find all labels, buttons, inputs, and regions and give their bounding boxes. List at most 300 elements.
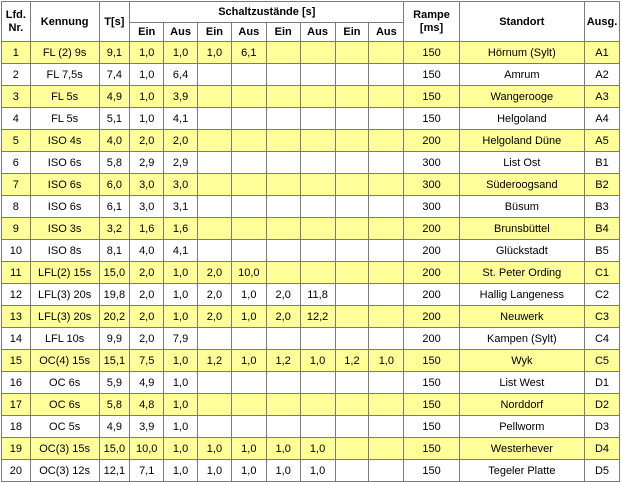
cell-t: 4,9: [99, 416, 130, 438]
cell-kennung: OC 6s: [30, 394, 99, 416]
cell-kennung: OC 5s: [30, 416, 99, 438]
cell-t: 12,1: [99, 460, 130, 482]
cell-ein-4: [335, 174, 369, 196]
cell-ausg: D2: [584, 394, 619, 416]
table-row: [2, 108, 620, 130]
cell-aus-2: [231, 372, 266, 394]
header-lfd-nr-line2: Nr.: [8, 21, 24, 34]
cell-ein-4: [335, 262, 369, 284]
cell-ein-1: 2,0: [130, 262, 164, 284]
cell-ein-3: [266, 416, 300, 438]
cell-ausg: C2: [584, 284, 619, 306]
cell-ein-1: 1,0: [130, 108, 164, 130]
cell-aus-4: [369, 306, 404, 328]
cell-ein-3: [266, 262, 300, 284]
cell-aus-2: [231, 218, 266, 240]
cell-ein-4: 1,2: [335, 350, 369, 372]
cell-ein-2: [198, 240, 232, 262]
cell-ausg: A2: [584, 64, 619, 86]
cell-rampe: 150: [404, 350, 459, 372]
cell-aus-4: [369, 174, 404, 196]
cell-standort: Süderoogsand: [459, 174, 584, 196]
cell-standort: Hallig Langeness: [459, 284, 584, 306]
cell-aus-2: 10,0: [231, 262, 266, 284]
cell-kennung: ISO 8s: [30, 240, 99, 262]
cell-ausg: B3: [584, 196, 619, 218]
cell-nr: 11: [2, 262, 31, 284]
cell-t: 19,8: [99, 284, 130, 306]
cell-t: 3,2: [99, 218, 130, 240]
cell-ein-4: [335, 218, 369, 240]
cell-ein-1: 2,0: [130, 284, 164, 306]
cell-ein-1: 1,0: [130, 64, 164, 86]
cell-nr: 6: [2, 152, 31, 174]
cell-ein-4: [335, 460, 369, 482]
cell-aus-2: 1,0: [231, 460, 266, 482]
cell-kennung: OC(3) 15s: [30, 438, 99, 460]
cell-t: 15,0: [99, 438, 130, 460]
cell-aus-3: [300, 262, 335, 284]
table-row: [2, 196, 620, 218]
cell-aus-3: [300, 218, 335, 240]
cell-aus-4: [369, 394, 404, 416]
cell-ein-2: [198, 64, 232, 86]
cell-ausg: A4: [584, 108, 619, 130]
cell-aus-3: [300, 42, 335, 64]
cell-nr: 5: [2, 130, 31, 152]
cell-aus-4: [369, 130, 404, 152]
cell-ein-1: 2,0: [130, 306, 164, 328]
cell-aus-4: [369, 64, 404, 86]
cell-aus-1: 1,0: [164, 42, 198, 64]
header-schaltzustaende: Schaltzustände [s]: [130, 2, 404, 23]
cell-ein-4: [335, 394, 369, 416]
cell-ein-4: [335, 108, 369, 130]
cell-ein-1: 2,0: [130, 130, 164, 152]
cell-ein-2: [198, 152, 232, 174]
cell-aus-1: 4,1: [164, 108, 198, 130]
table-body: [2, 42, 620, 482]
cell-aus-3: 1,0: [300, 350, 335, 372]
cell-ein-3: [266, 174, 300, 196]
cell-standort: Amrum: [459, 64, 584, 86]
cell-ein-4: [335, 130, 369, 152]
cell-ein-2: [198, 130, 232, 152]
cell-standort: List West: [459, 372, 584, 394]
cell-rampe: 300: [404, 152, 459, 174]
cell-standort: Neuwerk: [459, 306, 584, 328]
cell-aus-4: [369, 196, 404, 218]
cell-kennung: FL 5s: [30, 108, 99, 130]
cell-aus-4: [369, 218, 404, 240]
cell-ein-4: [335, 284, 369, 306]
cell-aus-4: [369, 372, 404, 394]
cell-aus-1: 2,0: [164, 130, 198, 152]
header-ein-2: Ein: [198, 23, 232, 42]
cell-aus-1: 1,0: [164, 438, 198, 460]
table-row: [2, 372, 620, 394]
cell-standort: Norddorf: [459, 394, 584, 416]
cell-ein-2: [198, 196, 232, 218]
table-row: [2, 416, 620, 438]
cell-rampe: 150: [404, 372, 459, 394]
cell-aus-4: [369, 42, 404, 64]
cell-nr: 13: [2, 306, 31, 328]
cell-aus-3: [300, 328, 335, 350]
cell-aus-2: 1,0: [231, 438, 266, 460]
cell-kennung: FL 7,5s: [30, 64, 99, 86]
cell-ausg: A3: [584, 86, 619, 108]
cell-rampe: 200: [404, 240, 459, 262]
cell-ein-2: [198, 86, 232, 108]
cell-ein-3: [266, 86, 300, 108]
cell-aus-2: [231, 130, 266, 152]
header-rampe-line2: [ms]: [419, 21, 444, 34]
table-row: [2, 262, 620, 284]
cell-aus-3: [300, 152, 335, 174]
cell-ein-4: [335, 86, 369, 108]
cell-ausg: C3: [584, 306, 619, 328]
cell-ein-1: 2,0: [130, 328, 164, 350]
cell-nr: 19: [2, 438, 31, 460]
cell-aus-2: 6,1: [231, 42, 266, 64]
cell-ein-3: 2,0: [266, 306, 300, 328]
cell-ein-3: 1,0: [266, 438, 300, 460]
cell-rampe: 200: [404, 218, 459, 240]
cell-ein-1: 10,0: [130, 438, 164, 460]
cell-ein-3: [266, 152, 300, 174]
cell-nr: 17: [2, 394, 31, 416]
cell-nr: 16: [2, 372, 31, 394]
cell-standort: Westerhever: [459, 438, 584, 460]
cell-aus-4: [369, 438, 404, 460]
cell-ein-3: [266, 372, 300, 394]
cell-ein-3: [266, 240, 300, 262]
table-row: [2, 86, 620, 108]
cell-aus-3: [300, 64, 335, 86]
cell-kennung: LFL(2) 15s: [30, 262, 99, 284]
cell-nr: 20: [2, 460, 31, 482]
cell-aus-4: 1,0: [369, 350, 404, 372]
cell-ein-1: 3,0: [130, 196, 164, 218]
cell-kennung: LFL(3) 20s: [30, 306, 99, 328]
cell-aus-1: 1,0: [164, 394, 198, 416]
cell-ein-2: 1,0: [198, 438, 232, 460]
header-rampe-line1: Rampe: [413, 8, 450, 21]
cell-aus-4: [369, 152, 404, 174]
cell-ausg: C1: [584, 262, 619, 284]
cell-t: 4,9: [99, 86, 130, 108]
cell-aus-2: [231, 394, 266, 416]
cell-ein-2: [198, 328, 232, 350]
cell-kennung: ISO 4s: [30, 130, 99, 152]
cell-ausg: C5: [584, 350, 619, 372]
cell-aus-1: 1,0: [164, 262, 198, 284]
cell-aus-2: 1,0: [231, 306, 266, 328]
cell-ausg: B2: [584, 174, 619, 196]
cell-kennung: LFL 10s: [30, 328, 99, 350]
cell-ein-2: [198, 218, 232, 240]
cell-t: 15,0: [99, 262, 130, 284]
cell-ein-1: 1,0: [130, 86, 164, 108]
cell-ausg: B1: [584, 152, 619, 174]
cell-t: 9,1: [99, 42, 130, 64]
cell-ausg: B4: [584, 218, 619, 240]
cell-aus-1: 3,9: [164, 86, 198, 108]
cell-standort: Wangerooge: [459, 86, 584, 108]
cell-nr: 15: [2, 350, 31, 372]
cell-rampe: 200: [404, 130, 459, 152]
cell-standort: Helgoland: [459, 108, 584, 130]
cell-standort: Pellworm: [459, 416, 584, 438]
cell-ein-4: [335, 328, 369, 350]
cell-ein-1: 1,6: [130, 218, 164, 240]
cell-ein-3: 1,2: [266, 350, 300, 372]
cell-nr: 1: [2, 42, 31, 64]
table-row: [2, 438, 620, 460]
cell-ein-4: [335, 372, 369, 394]
cell-t: 7,4: [99, 64, 130, 86]
cell-ein-2: 2,0: [198, 306, 232, 328]
cell-nr: 12: [2, 284, 31, 306]
cell-aus-3: [300, 130, 335, 152]
header-ein-1: Ein: [130, 23, 164, 42]
cell-aus-1: 6,4: [164, 64, 198, 86]
cell-aus-1: 1,0: [164, 306, 198, 328]
cell-rampe: 150: [404, 64, 459, 86]
cell-ausg: D3: [584, 416, 619, 438]
table-row: [2, 306, 620, 328]
cell-t: 6,0: [99, 174, 130, 196]
cell-standort: Helgoland Düne: [459, 130, 584, 152]
cell-t: 15,1: [99, 350, 130, 372]
header-t: T[s]: [99, 2, 130, 42]
cell-ein-3: 2,0: [266, 284, 300, 306]
cell-aus-2: [231, 328, 266, 350]
cell-rampe: 150: [404, 108, 459, 130]
cell-nr: 10: [2, 240, 31, 262]
cell-kennung: ISO 6s: [30, 174, 99, 196]
cell-nr: 2: [2, 64, 31, 86]
cell-kennung: OC(3) 12s: [30, 460, 99, 482]
cell-kennung: LFL(3) 20s: [30, 284, 99, 306]
table-row: [2, 284, 620, 306]
cell-aus-3: [300, 108, 335, 130]
cell-ein-2: 2,0: [198, 284, 232, 306]
cell-kennung: ISO 6s: [30, 152, 99, 174]
cell-standort: St. Peter Ording: [459, 262, 584, 284]
cell-ein-1: 4,0: [130, 240, 164, 262]
header-lfd-nr: [2, 2, 31, 42]
cell-nr: 18: [2, 416, 31, 438]
table-row: [2, 64, 620, 86]
cell-ein-1: 1,0: [130, 42, 164, 64]
table-row: [2, 152, 620, 174]
cell-ein-2: 1,0: [198, 460, 232, 482]
table-row: [2, 218, 620, 240]
cell-rampe: 150: [404, 394, 459, 416]
cell-aus-2: [231, 240, 266, 262]
cell-aus-2: [231, 196, 266, 218]
cell-rampe: 200: [404, 284, 459, 306]
cell-aus-1: 1,0: [164, 460, 198, 482]
cell-standort: Hörnum (Sylt): [459, 42, 584, 64]
cell-rampe: 200: [404, 262, 459, 284]
cell-kennung: OC(4) 15s: [30, 350, 99, 372]
cell-t: 4,0: [99, 130, 130, 152]
cell-ein-2: 1,2: [198, 350, 232, 372]
header-kennung: Kennung: [30, 2, 99, 42]
cell-ein-4: [335, 64, 369, 86]
cell-t: 5,1: [99, 108, 130, 130]
header-standort: Standort: [459, 2, 584, 42]
cell-aus-2: 1,0: [231, 284, 266, 306]
cell-ein-1: 2,9: [130, 152, 164, 174]
header-rampe: [404, 2, 459, 42]
cell-aus-1: 7,9: [164, 328, 198, 350]
cell-ein-4: [335, 240, 369, 262]
table-row: [2, 130, 620, 152]
cell-ein-2: [198, 174, 232, 196]
table-row: [2, 42, 620, 64]
cell-aus-2: [231, 152, 266, 174]
cell-aus-4: [369, 416, 404, 438]
cell-aus-3: 11,8: [300, 284, 335, 306]
cell-t: 5,8: [99, 152, 130, 174]
cell-t: 8,1: [99, 240, 130, 262]
cell-kennung: FL (2) 9s: [30, 42, 99, 64]
cell-rampe: 200: [404, 328, 459, 350]
cell-ausg: D4: [584, 438, 619, 460]
cell-kennung: ISO 3s: [30, 218, 99, 240]
header-aus-2: Aus: [231, 23, 266, 42]
header-aus-1: Aus: [164, 23, 198, 42]
cell-rampe: 150: [404, 438, 459, 460]
cell-aus-4: [369, 262, 404, 284]
header-ein-3: Ein: [266, 23, 300, 42]
cell-aus-1: 3,0: [164, 174, 198, 196]
cell-aus-1: 1,6: [164, 218, 198, 240]
cell-aus-3: [300, 416, 335, 438]
cell-t: 9,9: [99, 328, 130, 350]
cell-nr: 3: [2, 86, 31, 108]
cell-ausg: A1: [584, 42, 619, 64]
cell-rampe: 300: [404, 174, 459, 196]
cell-nr: 7: [2, 174, 31, 196]
table-row: [2, 328, 620, 350]
header-lfd-nr-line1: Lfd.: [5, 8, 26, 21]
cell-ein-2: [198, 394, 232, 416]
cell-ein-4: [335, 416, 369, 438]
table-row: [2, 240, 620, 262]
cell-standort: Büsum: [459, 196, 584, 218]
cell-rampe: 200: [404, 306, 459, 328]
cell-aus-4: [369, 108, 404, 130]
cell-kennung: OC 6s: [30, 372, 99, 394]
cell-ausg: D1: [584, 372, 619, 394]
cell-aus-2: [231, 416, 266, 438]
cell-nr: 8: [2, 196, 31, 218]
cell-aus-4: [369, 460, 404, 482]
cell-aus-1: 1,0: [164, 416, 198, 438]
cell-standort: Tegeler Platte: [459, 460, 584, 482]
table-header: [2, 2, 620, 42]
cell-ein-4: [335, 438, 369, 460]
cell-aus-4: [369, 328, 404, 350]
cell-t: 5,8: [99, 394, 130, 416]
cell-ein-2: 1,0: [198, 42, 232, 64]
table-row: [2, 460, 620, 482]
cell-kennung: FL 5s: [30, 86, 99, 108]
header-ein-4: Ein: [335, 23, 369, 42]
cell-aus-4: [369, 86, 404, 108]
cell-aus-2: [231, 108, 266, 130]
cell-standort: Wyk: [459, 350, 584, 372]
cell-standort: Glückstadt: [459, 240, 584, 262]
cell-aus-3: [300, 196, 335, 218]
cell-aus-3: [300, 372, 335, 394]
cell-aus-2: [231, 64, 266, 86]
cell-ein-3: [266, 196, 300, 218]
cell-aus-1: 2,9: [164, 152, 198, 174]
header-aus-3: Aus: [300, 23, 335, 42]
cell-nr: 9: [2, 218, 31, 240]
cell-ein-2: 2,0: [198, 262, 232, 284]
cell-ein-3: [266, 64, 300, 86]
cell-ein-1: 3,0: [130, 174, 164, 196]
cell-aus-2: [231, 174, 266, 196]
cell-ein-3: [266, 394, 300, 416]
cell-ein-1: 7,5: [130, 350, 164, 372]
cell-aus-1: 3,1: [164, 196, 198, 218]
cell-nr: 4: [2, 108, 31, 130]
table-row: [2, 350, 620, 372]
cell-ein-1: 4,8: [130, 394, 164, 416]
cell-ein-3: [266, 328, 300, 350]
cell-aus-3: 1,0: [300, 438, 335, 460]
cell-ein-3: [266, 42, 300, 64]
cell-ausg: B5: [584, 240, 619, 262]
cell-t: 5,9: [99, 372, 130, 394]
cell-ein-2: [198, 372, 232, 394]
cell-aus-1: 4,1: [164, 240, 198, 262]
cell-aus-3: 12,2: [300, 306, 335, 328]
cell-aus-3: [300, 394, 335, 416]
cell-nr: 14: [2, 328, 31, 350]
cell-aus-3: [300, 86, 335, 108]
cell-aus-2: 1,0: [231, 350, 266, 372]
cell-standort: Kampen (Sylt): [459, 328, 584, 350]
cell-t: 6,1: [99, 196, 130, 218]
cell-ein-1: 7,1: [130, 460, 164, 482]
cell-aus-1: 1,0: [164, 350, 198, 372]
cell-aus-4: [369, 240, 404, 262]
cell-ein-2: [198, 108, 232, 130]
schaltzustaende-table: [1, 1, 620, 482]
cell-ein-4: [335, 306, 369, 328]
cell-aus-2: [231, 86, 266, 108]
header-aus-4: Aus: [369, 23, 404, 42]
cell-ein-2: [198, 416, 232, 438]
cell-rampe: 150: [404, 460, 459, 482]
cell-rampe: 150: [404, 42, 459, 64]
cell-ausg: D5: [584, 460, 619, 482]
cell-aus-3: 1,0: [300, 460, 335, 482]
cell-aus-1: 1,0: [164, 284, 198, 306]
cell-ein-4: [335, 196, 369, 218]
cell-aus-3: [300, 174, 335, 196]
table-row: [2, 174, 620, 196]
